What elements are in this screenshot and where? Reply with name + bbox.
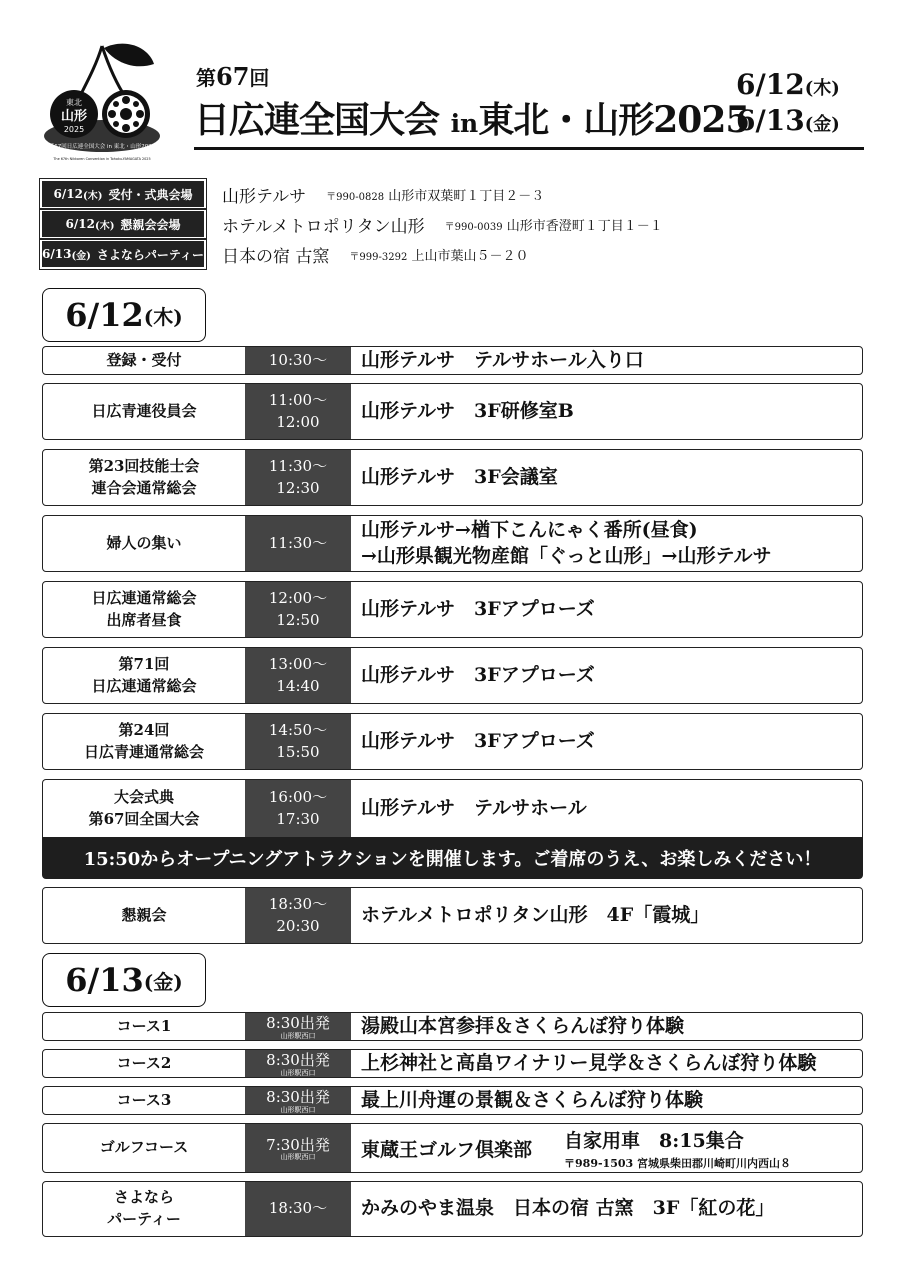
main-title: 日広連全国大会 in東北・山形2025 <box>194 99 750 141</box>
day1-heading: 6/12 (木) <box>42 288 206 342</box>
venue-badge: 6/12 (木) 受付・式典会場 <box>42 181 204 207</box>
event-time: 12:00～ 12:50 <box>245 582 351 637</box>
logo-caption-en: The 67th Nikkoren Convention in Tohoku-YAMAGATA 2025 <box>53 157 151 161</box>
day2-heading: 6/13 (金) <box>42 953 206 1007</box>
event-place: 山形テルサ テルサホール <box>361 796 587 819</box>
golf-address: 〒989-1503 宮城県柴田郡川崎町川内西山８ <box>564 1156 791 1170</box>
venue-badge: 6/12 (木) 懇親会会場 <box>42 211 204 237</box>
event-time: 11:00～ 12:00 <box>245 384 351 439</box>
event-time: 13:00～ 14:40 <box>245 648 351 703</box>
event-name: 日広連通常総会 出席者昼食 <box>91 588 197 629</box>
golf-row <box>42 1123 863 1173</box>
schedule-row <box>42 713 863 770</box>
header-date-2: 6/13(金) <box>736 104 840 137</box>
schedule-row <box>42 581 863 638</box>
farewell-name: さよなら パーティー <box>107 1188 181 1228</box>
event-place: 山形テルサ 3Fアプローズ <box>361 597 595 620</box>
course-time: 8:30出発 山形駅西口 <box>245 1050 351 1077</box>
convention-logo <box>40 40 164 164</box>
event-place: 山形テルサ 3Fアプローズ <box>361 663 595 686</box>
event-name: 第71回 日広連通常総会 <box>91 654 197 695</box>
logo-caption: 第67回日広連全国大会 in 東北・山形2025 <box>48 144 156 150</box>
golf-transport: 自家用車 8:15集合 <box>564 1129 744 1152</box>
event-time: 14:50～ 15:50 <box>245 714 351 769</box>
farewell-place: かみのやま温泉 日本の宿 古窯 3F「紅の花」 <box>361 1197 775 1220</box>
venue-name: 日本の宿 古窯 <box>222 246 330 267</box>
golf-name: ゴルフコース <box>99 1138 189 1157</box>
venue-row <box>42 211 663 237</box>
event-place: 山形テルサ 3F会議室 <box>361 465 558 488</box>
schedule-row <box>42 887 863 944</box>
event-place: 山形テルサ 3Fアプローズ <box>361 729 595 752</box>
logo-line3: 2025 <box>63 125 85 134</box>
venue-address: 〒999-3292 上山市葉山５－２０ <box>349 248 529 264</box>
event-name: 日広青連役員会 <box>91 401 197 420</box>
header-date-1: 6/12(木) <box>736 68 840 101</box>
event-time: 11:30～ <box>245 516 351 571</box>
event-time: 11:30～ 12:30 <box>245 450 351 505</box>
course-place: 湯殿山本宮参拝＆さくらんぼ狩り体験 <box>361 1014 685 1037</box>
course-row <box>42 1086 863 1115</box>
venue-address: 〒990-0828 山形市双葉町１丁目２－３ <box>326 188 545 204</box>
schedule-row <box>42 779 863 837</box>
course-name: コース3 <box>116 1090 172 1109</box>
event-time: 16:00～ 17:30 <box>245 780 351 837</box>
event-place: ホテルメトロポリタン山形 4F「霞城」 <box>361 903 710 926</box>
header-rule <box>194 147 864 150</box>
venue-name: 山形テルサ <box>222 186 307 207</box>
golf-place <box>351 1124 862 1172</box>
event-name: 第24回 日広青連通常総会 <box>83 720 204 761</box>
venue-row <box>42 181 544 207</box>
course-place: 上杉神社と高畠ワイナリー見学＆さくらんぼ狩り体験 <box>361 1051 817 1074</box>
event-name: 大会式典 第67回全国大会 <box>88 787 200 828</box>
course-time: 8:30出発 山形駅西口 <box>245 1087 351 1114</box>
event-place: 山形テルサ 3F研修室B <box>361 399 574 422</box>
schedule-row <box>42 449 863 506</box>
course-time: 8:30出発 山形駅西口 <box>245 1013 351 1040</box>
schedule-row <box>42 383 863 440</box>
venue-row <box>42 241 528 267</box>
course-row <box>42 1012 863 1041</box>
course-name: コース2 <box>116 1053 172 1072</box>
golf-club-name: 東蔵王ゴルフ倶楽部 <box>361 1138 533 1161</box>
event-name: 登録・受付 <box>106 350 182 369</box>
venue-name: ホテルメトロポリタン山形 <box>222 216 425 237</box>
schedule-row <box>42 346 863 375</box>
course-place: 最上川舟運の景観＆さくらんぼ狩り体験 <box>361 1088 704 1111</box>
farewell-time: 18:30～ <box>245 1182 351 1236</box>
venue-badge: 6/13 (金) さよならパーティー <box>42 241 204 267</box>
event-name: 第23回技能士会 連合会通常総会 <box>88 456 200 497</box>
farewell-row <box>42 1181 863 1237</box>
event-place: 山形テルサ→楢下こんにゃく番所(昼食) →山形県観光物産館「ぐっと山形」→山形テルサ <box>361 518 772 567</box>
course-name: コース1 <box>116 1016 172 1035</box>
schedule-row <box>42 647 863 704</box>
course-row <box>42 1049 863 1078</box>
schedule-row <box>42 515 863 572</box>
logo-line1: 東北 <box>66 98 82 107</box>
attraction-banner: 15:50からオープニングアトラクションを開催します。ご着席のうえ、お楽しみください！ <box>42 837 863 879</box>
event-time: 10:30～ <box>245 347 351 374</box>
event-name: 懇親会 <box>121 905 167 924</box>
golf-time: 7:30出発 山形駅西口 <box>245 1124 351 1172</box>
event-time: 18:30～ 20:30 <box>245 888 351 943</box>
edition-label: 第67回 <box>196 62 270 91</box>
event-place: 山形テルサ テルサホール入り口 <box>361 348 644 371</box>
logo-line2: 山形 <box>60 109 88 124</box>
event-name: 婦人の集い <box>106 533 182 552</box>
venue-address: 〒990-0039 山形市香澄町１丁目１－１ <box>444 218 663 234</box>
